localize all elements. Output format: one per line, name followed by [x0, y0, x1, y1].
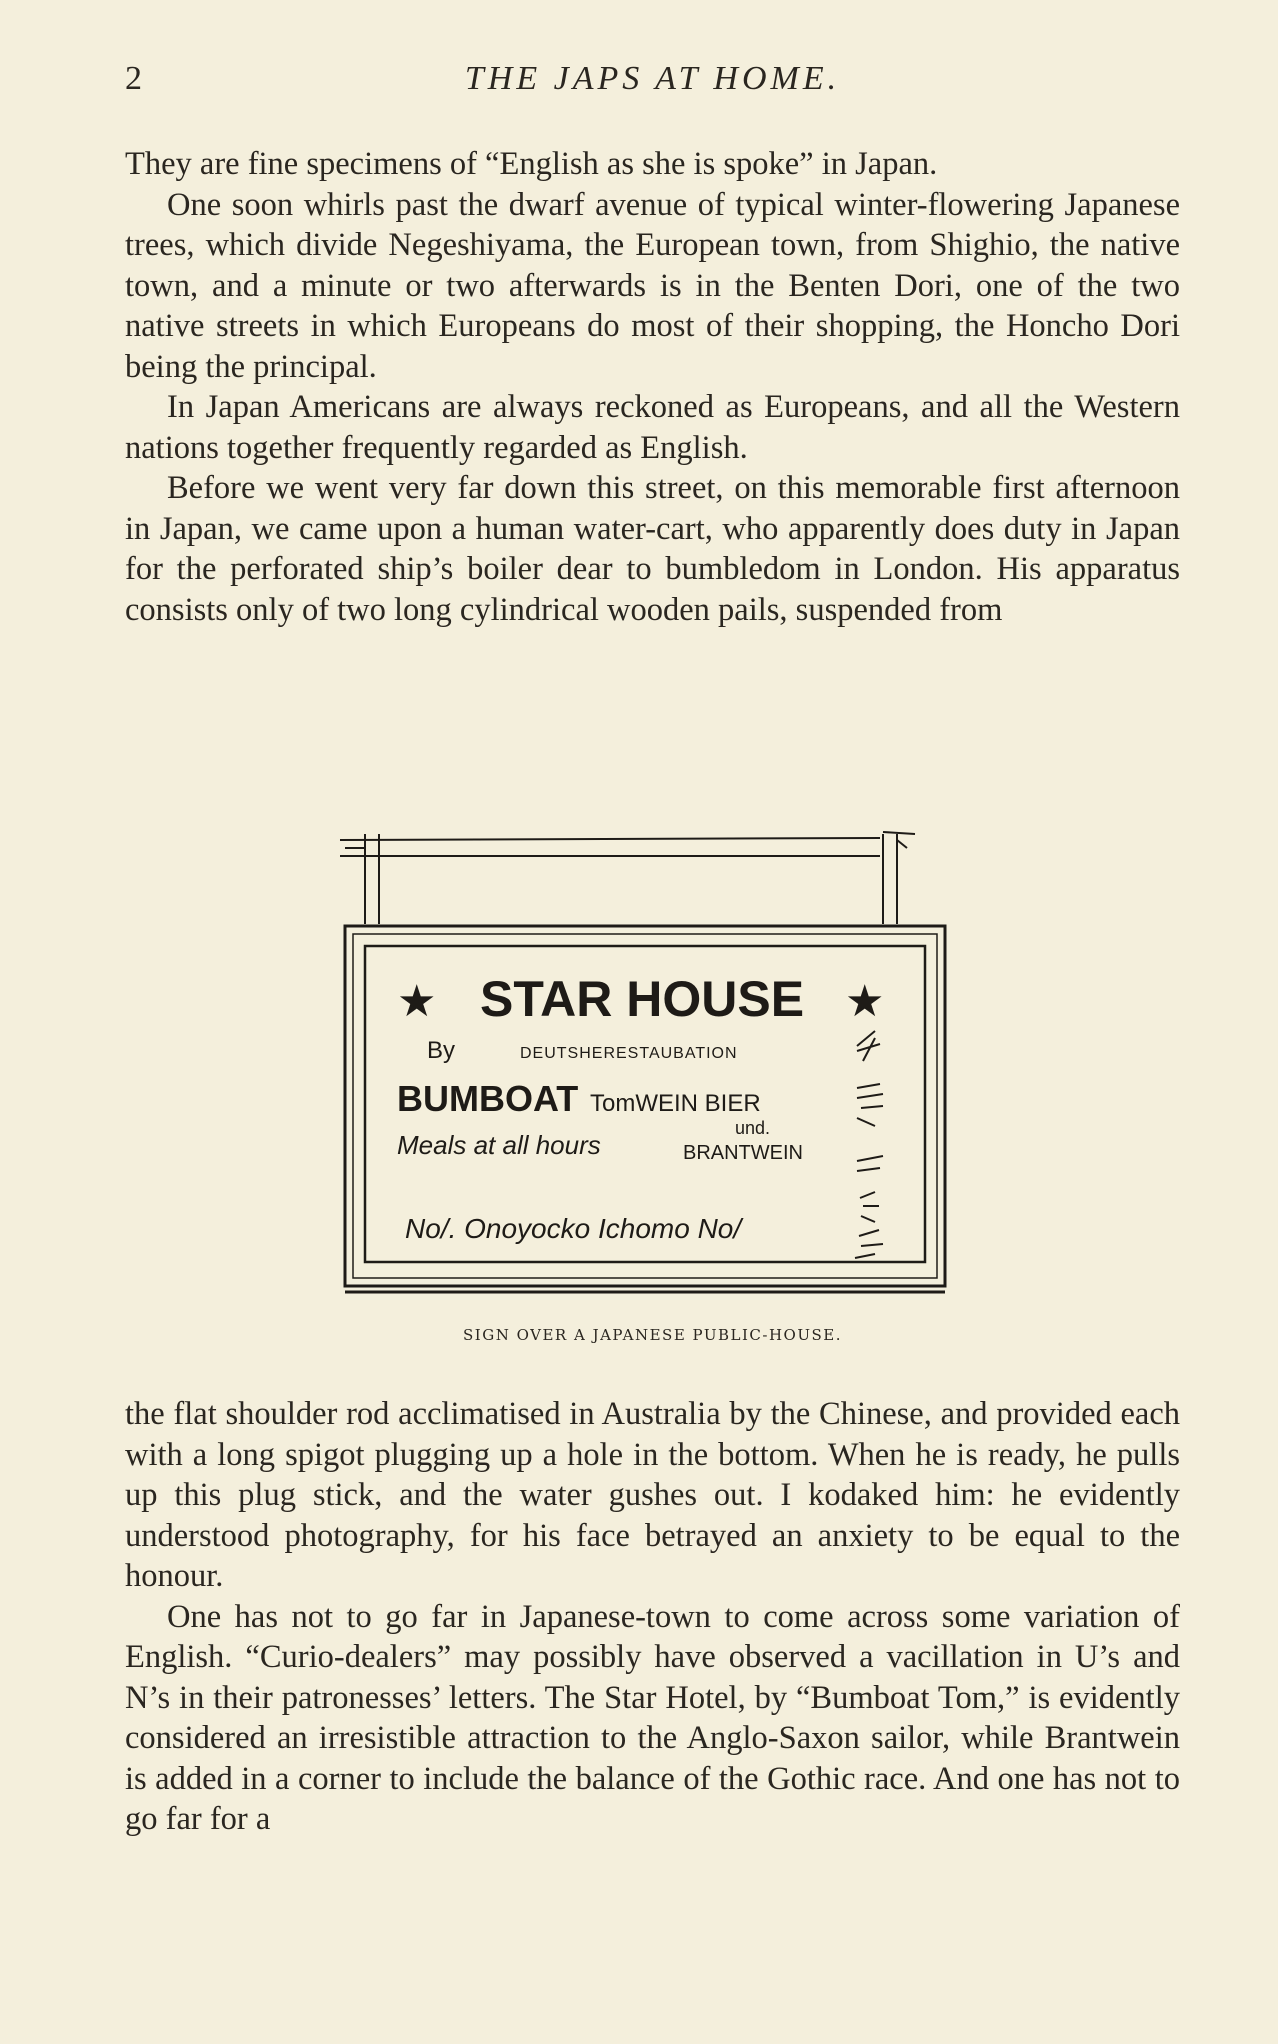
sign-tom: TomWEIN BIER — [590, 1090, 761, 1117]
figure-caption: SIGN OVER A JAPANESE PUBLIC-HOUSE. — [463, 1326, 842, 1344]
page-header — [125, 60, 1180, 110]
sign-bumboat: BUMBOAT — [397, 1078, 579, 1119]
running-title: THE JAPS AT HOME. — [464, 60, 841, 97]
sign-und: und. — [735, 1118, 771, 1138]
paragraph: One soon whirls past the dwarf avenue of typical winter-flowering Japanese trees, which divide Negeshiyama, the European town, from Shighio, the native town, and a minute or two afterwards is in the Benten Dori, one of the two native streets in which Europeans do most of their shopping, the Honcho Dori being the principal. — [125, 186, 1180, 385]
text-block-after-figure — [125, 1394, 1180, 1840]
text-block-before-figure — [125, 144, 1180, 630]
paragraph: In Japan Americans are always reckoned as Europeans, and all the Western nations together frequently regarded as English. — [125, 389, 1180, 466]
paragraph: the flat shoulder rod acclimatised in Australia by the Chinese, and provided each with a long spigot plugging up a hole in the bottom. When he is ready, he pulls up this plug stick, and the water gushes out. I kodaked him: he evidently understood photography, for his face betrayed an anxiety to be equal to the honour. — [125, 1396, 1180, 1594]
sign-brantwein: BRANTWEIN — [683, 1142, 803, 1164]
sign-by-rest: DEUTSHERESTAUBATION — [520, 1045, 738, 1062]
paragraph: Before we went very far down this street, on this memorable first afternoon in Japan, we came upon a human water-cart, who apparently does duty in Japan for the perforated ship’s boiler dear to bumbledom in London. His apparatus consists only of two long cylindrical wooden pails, suspended from — [125, 470, 1180, 628]
page-number: 2 — [125, 60, 142, 97]
sign-title: STAR HOUSE — [480, 971, 805, 1027]
sign-meals: Meals at all hours — [397, 1130, 601, 1160]
sign-address: No/. Onoyocko Ichomo No/ — [405, 1213, 742, 1244]
corner-scribble-icon — [855, 1031, 883, 1258]
star-left-icon: ★ — [397, 977, 437, 1026]
star-right-icon: ★ — [845, 977, 885, 1026]
paragraph: One has not to go far in Japanese-town to come across some variation of English. “Curio-dealers” may possibly have observed a vacillation in U’s and N’s in their patronesses’ letters. The Star Hotel, by “Bumboat Tom,” is evidently considered an irresistible attraction to the Anglo-Saxon sailor, while Brantwein is added in a corner to include the balance of the Gothic race. And one has not to go far for a — [125, 1598, 1180, 1837]
sign-by: By — [427, 1037, 456, 1064]
sign-drawing — [335, 826, 955, 1306]
paragraph: They are fine specimens of “English as she is spoke” in Japan. — [125, 146, 938, 182]
sign-illustration — [335, 826, 955, 1306]
hanging-bracket — [340, 832, 915, 924]
